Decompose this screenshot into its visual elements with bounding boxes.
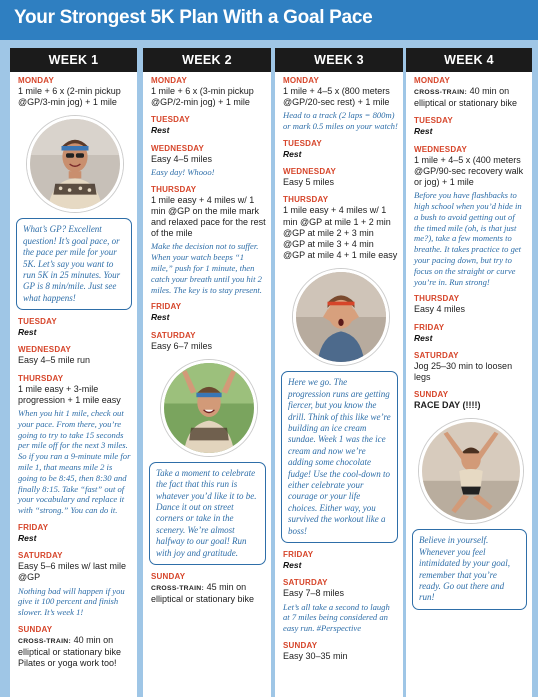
week-2-tuesday-label: TUESDAY <box>151 115 190 125</box>
week-1-wednesday-label: WEDNESDAY <box>18 345 72 355</box>
week-1-monday-workout: 1 mile + 6 x (2-min pickup @GP/3-min jog) + 1 mile <box>18 86 121 108</box>
runner-photo-1 <box>27 116 123 212</box>
title-bar <box>0 0 538 40</box>
week-4-sunday-workout: RACE DAY (!!!!) <box>414 400 481 411</box>
week-2-saturday-label: SATURDAY <box>151 330 196 340</box>
week-3-friday-workout: Rest <box>283 560 302 571</box>
week-1-friday-workout: Rest <box>18 533 37 544</box>
week-2-monday-label: MONDAY <box>151 76 188 85</box>
week-1-saturday-workout: Easy 5–6 miles w/ last mile @GP <box>18 561 127 583</box>
week-3-sunday-label: SUNDAY <box>283 640 318 650</box>
week-4-monday-detail: 40 min on elliptical or stationary bike <box>414 86 518 109</box>
week-1-sunday-workout <box>18 635 132 670</box>
cross-train-label: CROSS-TRAIN: <box>151 585 205 593</box>
week-1-thursday-label: THURSDAY <box>18 373 64 383</box>
week-4-monday-label: MONDAY <box>414 76 451 85</box>
week-1-header: WEEK 1 <box>10 48 137 72</box>
week-2-tuesday-workout: Rest <box>151 125 170 136</box>
week-2-thursday-workout: 1 mile easy + 4 miles w/ 1 min @GP on the mile mark and relaxed pace for the rest of the mile <box>151 194 266 239</box>
week-4-monday-workout <box>414 86 527 109</box>
week-4-saturday-workout: Jog 25–30 min to loosen legs <box>414 360 513 382</box>
page-title: Your Strongest 5K Plan With a Goal Pace <box>14 7 373 28</box>
week-1-tuesday-workout: Rest <box>18 327 37 338</box>
week-2-thursday-note: Make the decision not to suffer. When your watch beeps “1 mile,” push for 1 minute, then catch your breath until you hit 2 miles. The key is to stay present. <box>151 241 262 295</box>
week-3-saturday-label: SATURDAY <box>283 578 328 588</box>
cross-train-label: CROSS-TRAIN: <box>414 89 468 96</box>
runner-photo-2 <box>161 360 257 456</box>
week-3-monday-workout: 1 mile + 4–5 x (800 meters @GP/20-sec rest) + 1 mile <box>283 86 390 108</box>
week-2-wednesday-workout: Easy 4–5 miles <box>151 153 213 164</box>
week-3-tuesday-label: TUESDAY <box>283 139 322 148</box>
week-2-header: WEEK 2 <box>143 48 271 72</box>
week-1-friday-label: FRIDAY <box>18 523 49 533</box>
week-3-tuesday-workout: Rest <box>283 149 302 159</box>
week-4-tip-box: Believe in yourself. Whenever you feel intimidated by your goal, remember that you’re ready. Go out there and run! <box>412 529 527 609</box>
week-1-wednesday-workout: Easy 4–5 mile run <box>18 355 91 366</box>
week-3-thursday-label: THURSDAY <box>283 195 329 205</box>
week-3-saturday-workout: Easy 7–8 miles <box>283 588 345 599</box>
week-2-thursday-label: THURSDAY <box>151 184 197 194</box>
cross-train-label: CROSS-TRAIN: <box>18 638 72 646</box>
week-4-thursday-workout: Easy 4 miles <box>414 304 466 315</box>
week-3-column <box>275 48 403 697</box>
week-2-wednesday-note: Easy day! Whooo! <box>151 166 215 177</box>
week-1-tuesday-label: TUESDAY <box>18 317 57 327</box>
week-3-monday-note: Head to a track (2 laps = 800m) or mark 0.5 miles on your watch! <box>283 110 398 132</box>
week-1-monday-label: MONDAY <box>18 76 55 85</box>
week-2-friday-label: FRIDAY <box>151 302 182 312</box>
week-1-tip-box: What’s GP? Excellent question! It’s goal pace, or the pace per mile for your 5K. Let’s say you want to run 5K in 25 minutes. Your GP is 8 min/mile. Just see what happens! <box>16 218 132 310</box>
week-4-friday-label: FRIDAY <box>414 322 445 332</box>
week-1-sunday-detail: 40 min on elliptical or stationary bike Pilates or yoga work too! <box>18 635 122 669</box>
week-2-saturday-workout: Easy 6–7 miles <box>151 340 213 351</box>
week-4-wednesday-note: Before you have flashbacks to high school when you’d hide in a bush to avoid getting out of the timed mile (oh, is that just me?), take a few moments to breathe. It takes practice to get your pacing down, but try to focus on the straight or curve you’re in. Run strong! <box>414 190 522 287</box>
week-4-column <box>406 48 532 697</box>
week-4-tuesday-workout: Rest <box>414 126 433 137</box>
week-3-wednesday-label: WEDNESDAY <box>283 167 337 177</box>
week-2-friday-workout: Rest <box>151 312 170 323</box>
week-3-tip-box: Here we go. The progression runs are getting fiercer, but you know the drill. Think of this like we’re building an ice cream sundae. Week 1 was the ice cream and now we’re adding some chocolate fudge! Use the cool-down to either celebrate your courage or your life choices. Either way, you survived the workout like a boss! <box>281 371 398 543</box>
week-4-header: WEEK 4 <box>406 48 532 72</box>
week-4-friday-workout: Rest <box>414 332 433 343</box>
week-1-thursday-note: When you hit 1 mile, check out your pace. From there, you’re going to try to take 15 seconds per mile off for the next 3 miles. So if you ran a 9-minute mile for mile 1, that means mile 2 is going to be 8:45, then 8:30 and finally 8:15. Take “fast” out of your vocabulary and replace it with “strong.” You can do it. <box>18 408 131 516</box>
week-1-saturday-note: Nothing bad will happen if you give it 100 percent and finish slower. It’s week 1! <box>18 585 125 618</box>
runner-photo-4 <box>419 419 523 523</box>
week-2-sunday-detail: 45 min on elliptical or stationary bike <box>151 582 255 605</box>
week-3-thursday-workout: 1 mile easy + 4 miles w/ 1 min @GP at mile 1 + 2 min @GP at mile 2 + 3 min @GP at mile 3 + 4 min @GP at mile 4 + 1 mile easy <box>283 205 398 261</box>
week-4-wednesday-workout: 1 mile + 4–5 x (400 meters @GP/90-sec recovery walk or jog) + 1 mile <box>414 154 524 188</box>
week-4-sunday-label: SUNDAY <box>414 390 449 400</box>
week-1-column <box>10 48 137 697</box>
week-1-thursday-workout: 1 mile easy + 3-mile progression + 1 mile easy <box>18 383 121 405</box>
week-2-wednesday-label: WEDNESDAY <box>151 143 205 153</box>
week-3-friday-label: FRIDAY <box>283 550 314 560</box>
week-3-monday-label: MONDAY <box>283 76 320 85</box>
week-2-column <box>143 48 271 697</box>
week-3-sunday-workout: Easy 30–35 min <box>283 650 348 661</box>
week-2-sunday-workout <box>151 582 266 605</box>
week-1-sunday-label: SUNDAY <box>18 625 53 635</box>
week-4-wednesday-label: WEDNESDAY <box>414 144 468 154</box>
week-3-header: WEEK 3 <box>275 48 403 72</box>
runner-photo-3 <box>293 269 389 365</box>
week-3-saturday-note: Let’s all take a second to laugh at 7 miles being considered an easy run. #Perspective <box>283 601 390 634</box>
week-2-tip-box: Take a moment to celebrate the fact that this run is whatever you’d like it to be. Dance it out on street corners or take in the scenery. We’re almost halfway to our goal! Run with joy and gratitude. <box>149 462 266 565</box>
week-4-thursday-label: THURSDAY <box>414 294 460 304</box>
week-3-wednesday-workout: Easy 5 miles <box>283 177 335 188</box>
week-4-saturday-label: SATURDAY <box>414 350 459 360</box>
week-2-monday-workout: 1 mile + 6 x (3-min pickup @GP/2-min jog) + 1 mile <box>151 86 254 108</box>
week-2-sunday-label: SUNDAY <box>151 572 186 582</box>
week-1-saturday-label: SATURDAY <box>18 551 63 561</box>
week-4-tuesday-label: TUESDAY <box>414 116 453 126</box>
